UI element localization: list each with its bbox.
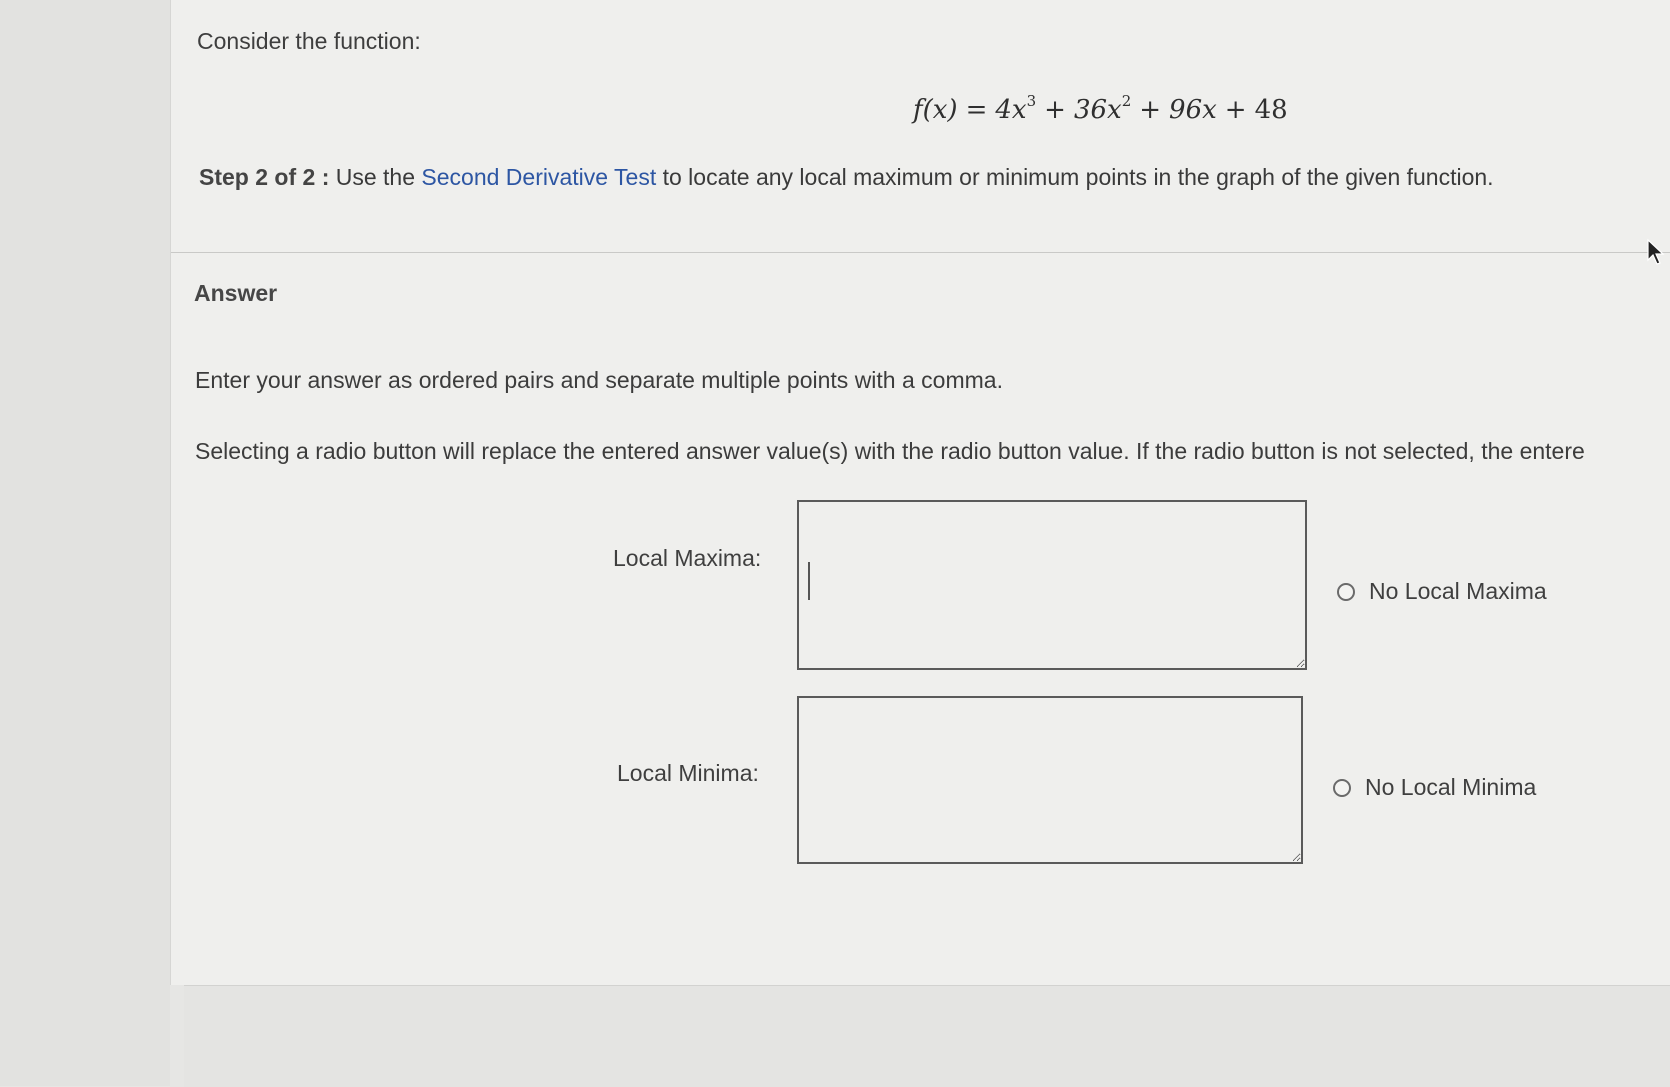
left-gutter	[0, 0, 170, 1086]
instruction-ordered-pairs: Enter your answer as ordered pairs and separate multiple points with a comma.	[195, 367, 1003, 393]
question-intro: Consider the function:	[197, 28, 421, 54]
question-panel	[170, 0, 1670, 985]
mouse-pointer-icon	[1646, 238, 1666, 266]
local-maxima-label: Local Maxima:	[613, 545, 762, 571]
no-local-maxima-label: No Local Maxima	[1369, 578, 1547, 604]
question-section	[171, 0, 1670, 253]
text-caret	[808, 562, 810, 600]
formula-plus: +	[1139, 95, 1162, 125]
formula-term2: $36x^2$	[1073, 92, 1132, 125]
radio-circle-icon[interactable]	[1333, 779, 1351, 797]
formula-plus: +	[1224, 95, 1247, 125]
instruction-radio-button: Selecting a radio button will replace the entered answer value(s) with the radio button value. If the radio button is not selected, the entere	[195, 438, 1585, 464]
formula-term3: 96x	[1169, 95, 1217, 125]
second-derivative-test-link[interactable]: Second Derivative Test	[421, 164, 657, 190]
step-text-after: to locate any local maximum or minimum points in the graph of the given function.	[656, 164, 1494, 190]
formula-equals: =	[965, 95, 988, 125]
radio-circle-icon[interactable]	[1337, 583, 1355, 601]
function-formula	[913, 92, 1288, 125]
formula-plus: +	[1044, 95, 1066, 125]
step-instruction	[199, 164, 1494, 191]
local-maxima-input[interactable]	[797, 500, 1307, 670]
step-text-before: Use the	[329, 164, 422, 190]
answer-heading: Answer	[194, 280, 278, 306]
formula-term4: 48	[1254, 95, 1288, 125]
local-minima-label: Local Minima:	[617, 760, 759, 786]
formula-term1: $4x^3$	[995, 92, 1037, 125]
bottom-strip	[184, 985, 1670, 1087]
formula-lhs: f(x)	[913, 95, 958, 125]
no-local-maxima-radio[interactable]	[1337, 578, 1547, 605]
no-local-minima-radio[interactable]	[1333, 774, 1536, 801]
step-label: Step 2 of 2 :	[199, 164, 330, 190]
no-local-minima-label: No Local Minima	[1365, 774, 1537, 800]
local-minima-input[interactable]	[797, 696, 1303, 864]
